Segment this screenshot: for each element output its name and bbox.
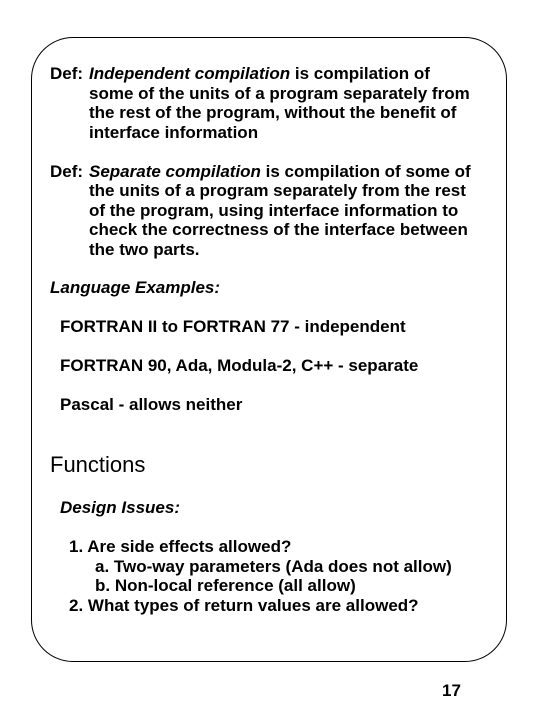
language-examples-heading: Language Examples: bbox=[50, 278, 221, 297]
language-example-item-1: FORTRAN II to FORTRAN 77 - independent bbox=[60, 317, 406, 336]
functions-heading: Functions bbox=[50, 452, 146, 477]
definition-1-first-line-rest: is compilation of bbox=[290, 64, 430, 83]
language-example-item-3: Pascal - allows neither bbox=[60, 395, 243, 414]
definition-2-line-3: of the program, using interface information to bbox=[89, 200, 459, 220]
language-example-item-2: FORTRAN 90, Ada, Modula-2, C++ - separate bbox=[60, 356, 419, 375]
page-number: 17 bbox=[442, 681, 461, 700]
definition-1-line-4: interface information bbox=[89, 122, 259, 142]
definition-2-label: Def: bbox=[50, 161, 84, 181]
definition-1-label: Def: bbox=[50, 64, 84, 83]
definition-1-term: Independent compilation bbox=[89, 64, 291, 83]
definition-2-first-line bbox=[89, 162, 471, 182]
definition-1-line-2: some of the units of a program separately from bbox=[89, 83, 470, 103]
design-issues-heading: Design Issues: bbox=[60, 498, 180, 517]
definition-1-line-3: the rest of the program, without the benefit of bbox=[89, 103, 457, 122]
design-issue-2: 2. What types of return values are allowed? bbox=[69, 595, 419, 615]
design-issue-1a: a. Two-way parameters (Ada does not allow) bbox=[95, 556, 452, 576]
design-issue-1b: b. Non-local reference (all allow) bbox=[95, 576, 356, 595]
definition-2-first-line-rest: is compilation of some of bbox=[260, 161, 471, 181]
definition-2-line-5: the two parts. bbox=[89, 239, 200, 259]
definition-1-first-line bbox=[89, 64, 430, 84]
definition-2-term: Separate compilation bbox=[89, 161, 261, 181]
definition-2-line-2: the units of a program separately from the rest bbox=[89, 181, 466, 200]
definition-2-line-4: check the correctness of the interface between bbox=[89, 220, 468, 239]
design-issue-1: 1. Are side effects allowed? bbox=[69, 537, 292, 556]
